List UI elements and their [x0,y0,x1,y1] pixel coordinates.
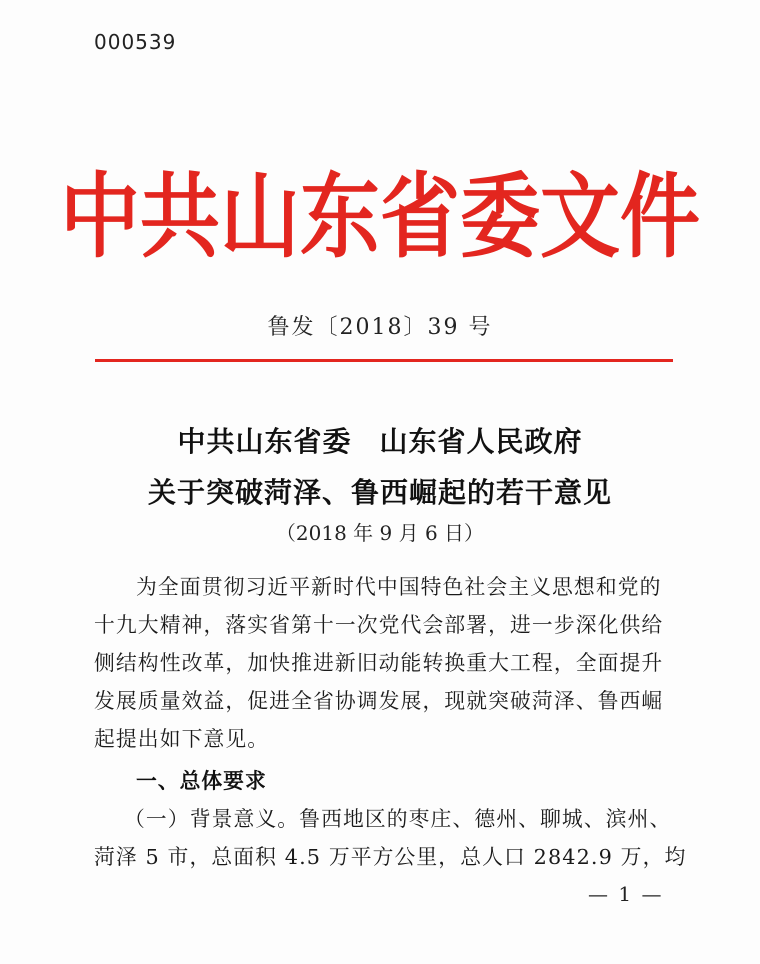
paragraph-line: （一）背景意义。鲁西地区的枣庄、德州、聊城、滨州、 [124,807,672,831]
issuer-party-committee: 中共山东省委 [177,425,352,458]
paragraph-line: 菏泽 5 市，总面积 4.5 万平方公里，总人口 2842.9 万，均 [94,845,687,869]
paragraph-line: 发展质量效益，促进全省协调发展，现就突破菏泽、鲁西崛 [94,689,664,713]
document-title-line-2: 关于突破菏泽、鲁西崛起的若干意见 [147,476,612,509]
paragraph-line: 为全面贯彻习近平新时代中国特色社会主义思想和党的 [136,575,662,599]
issuer-provincial-government: 山东省人民政府 [379,425,583,458]
document-number: 鲁发〔2018〕39 号 [267,315,493,340]
page-number: — 1 — [588,882,664,906]
subsection-paragraph [94,800,687,876]
red-divider-line [95,359,673,362]
document-title-line-1 [0,420,760,460]
document-serial-number: 000539 [94,30,177,54]
paragraph-line: 侧结构性改革，加快推进新旧动能转换重大工程，全面提升 [94,651,664,675]
section-heading: 一、总体要求 [136,769,267,793]
document-date: （2018 年 9 月 6 日） [275,521,485,545]
document-masthead: 中共山东省委文件 [60,163,700,271]
paragraph-line: 十九大精神，落实省第十一次党代会部署，进一步深化供给 [94,613,664,637]
paragraph-line: 起提出如下意见。 [94,727,270,751]
intro-paragraph [94,568,674,758]
